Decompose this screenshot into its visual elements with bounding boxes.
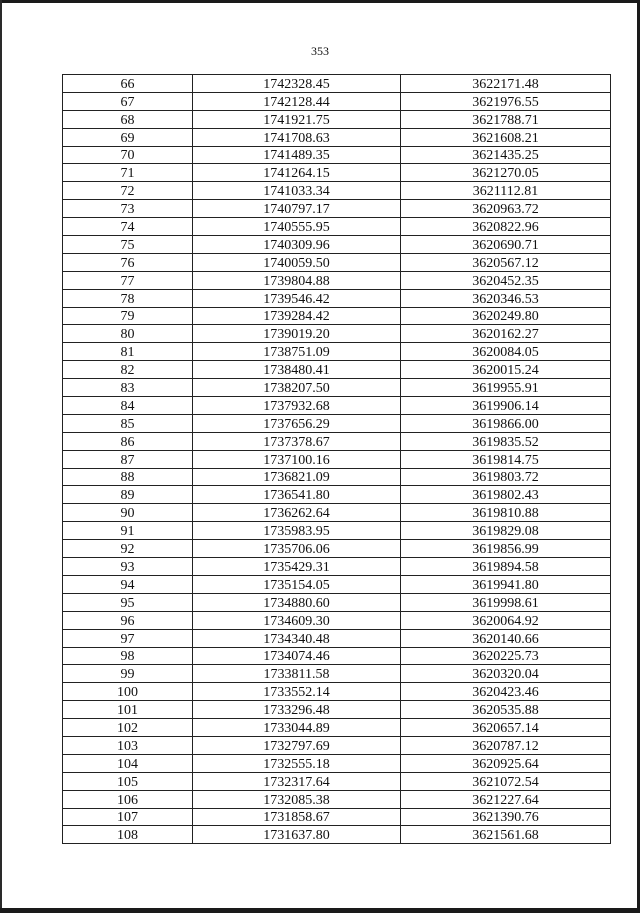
point-number-cell: 92 xyxy=(63,540,193,558)
y-coordinate-cell: 3620162.27 xyxy=(401,325,611,343)
table-row xyxy=(63,629,611,647)
table-row xyxy=(63,146,611,164)
y-coordinate-cell: 3619810.88 xyxy=(401,504,611,522)
y-coordinate-cell: 3621390.76 xyxy=(401,808,611,826)
x-coordinate-cell: 1740309.96 xyxy=(193,236,401,254)
y-coordinate-cell: 3620015.24 xyxy=(401,361,611,379)
point-number-cell: 72 xyxy=(63,182,193,200)
point-number-cell: 67 xyxy=(63,92,193,110)
page-edge-left xyxy=(0,0,2,913)
table-row xyxy=(63,647,611,665)
page-number: 353 xyxy=(311,44,329,58)
point-number-cell: 96 xyxy=(63,611,193,629)
y-coordinate-cell: 3620064.92 xyxy=(401,611,611,629)
y-coordinate-cell: 3619941.80 xyxy=(401,575,611,593)
x-coordinate-cell: 1733811.58 xyxy=(193,665,401,683)
y-coordinate-cell: 3621227.64 xyxy=(401,790,611,808)
y-coordinate-cell: 3620249.80 xyxy=(401,307,611,325)
x-coordinate-cell: 1736262.64 xyxy=(193,504,401,522)
table-row xyxy=(63,414,611,432)
table-row xyxy=(63,665,611,683)
x-coordinate-cell: 1735154.05 xyxy=(193,575,401,593)
table-row xyxy=(63,343,611,361)
y-coordinate-cell: 3621788.71 xyxy=(401,110,611,128)
x-coordinate-cell: 1735983.95 xyxy=(193,522,401,540)
x-coordinate-cell: 1741708.63 xyxy=(193,128,401,146)
y-coordinate-cell: 3619866.00 xyxy=(401,414,611,432)
x-coordinate-cell: 1741921.75 xyxy=(193,110,401,128)
table-row xyxy=(63,575,611,593)
point-number-cell: 90 xyxy=(63,504,193,522)
table-row xyxy=(63,701,611,719)
point-number-cell: 84 xyxy=(63,397,193,415)
table-row xyxy=(63,826,611,844)
point-number-cell: 95 xyxy=(63,593,193,611)
point-number-cell: 108 xyxy=(63,826,193,844)
x-coordinate-cell: 1739804.88 xyxy=(193,271,401,289)
point-number-cell: 85 xyxy=(63,414,193,432)
y-coordinate-cell: 3620452.35 xyxy=(401,271,611,289)
point-number-cell: 100 xyxy=(63,683,193,701)
table-row xyxy=(63,790,611,808)
point-number-cell: 105 xyxy=(63,772,193,790)
y-coordinate-cell: 3622171.48 xyxy=(401,75,611,93)
point-number-cell: 69 xyxy=(63,128,193,146)
y-coordinate-cell: 3619829.08 xyxy=(401,522,611,540)
table-row xyxy=(63,558,611,576)
y-coordinate-cell: 3620963.72 xyxy=(401,200,611,218)
point-number-cell: 87 xyxy=(63,450,193,468)
table-row xyxy=(63,683,611,701)
page-edge-top xyxy=(0,0,640,3)
x-coordinate-cell: 1731637.80 xyxy=(193,826,401,844)
point-number-cell: 76 xyxy=(63,253,193,271)
y-coordinate-cell: 3620225.73 xyxy=(401,647,611,665)
y-coordinate-cell: 3621976.55 xyxy=(401,92,611,110)
point-number-cell: 98 xyxy=(63,647,193,665)
table-row xyxy=(63,218,611,236)
x-coordinate-cell: 1734609.30 xyxy=(193,611,401,629)
x-coordinate-cell: 1738480.41 xyxy=(193,361,401,379)
table-row xyxy=(63,361,611,379)
x-coordinate-cell: 1740059.50 xyxy=(193,253,401,271)
table-row xyxy=(63,772,611,790)
x-coordinate-cell: 1732797.69 xyxy=(193,736,401,754)
table-row xyxy=(63,325,611,343)
y-coordinate-cell: 3619814.75 xyxy=(401,450,611,468)
y-coordinate-cell: 3619955.91 xyxy=(401,379,611,397)
point-number-cell: 88 xyxy=(63,468,193,486)
point-number-cell: 68 xyxy=(63,110,193,128)
point-number-cell: 79 xyxy=(63,307,193,325)
point-number-cell: 99 xyxy=(63,665,193,683)
table-row xyxy=(63,522,611,540)
point-number-cell: 107 xyxy=(63,808,193,826)
point-number-cell: 102 xyxy=(63,719,193,737)
table-row xyxy=(63,379,611,397)
y-coordinate-cell: 3619894.58 xyxy=(401,558,611,576)
point-number-cell: 81 xyxy=(63,343,193,361)
table-row xyxy=(63,754,611,772)
table-row xyxy=(63,468,611,486)
point-number-cell: 106 xyxy=(63,790,193,808)
x-coordinate-cell: 1739019.20 xyxy=(193,325,401,343)
y-coordinate-cell: 3620567.12 xyxy=(401,253,611,271)
point-number-cell: 94 xyxy=(63,575,193,593)
y-coordinate-cell: 3619998.61 xyxy=(401,593,611,611)
x-coordinate-cell: 1732085.38 xyxy=(193,790,401,808)
table-row xyxy=(63,253,611,271)
x-coordinate-cell: 1740555.95 xyxy=(193,218,401,236)
y-coordinate-cell: 3621112.81 xyxy=(401,182,611,200)
y-coordinate-cell: 3620346.53 xyxy=(401,289,611,307)
y-coordinate-cell: 3619906.14 xyxy=(401,397,611,415)
table-row xyxy=(63,504,611,522)
table-row xyxy=(63,110,611,128)
table-row xyxy=(63,611,611,629)
table-row xyxy=(63,307,611,325)
x-coordinate-cell: 1738751.09 xyxy=(193,343,401,361)
y-coordinate-cell: 3620925.64 xyxy=(401,754,611,772)
table-row xyxy=(63,593,611,611)
y-coordinate-cell: 3621072.54 xyxy=(401,772,611,790)
x-coordinate-cell: 1736821.09 xyxy=(193,468,401,486)
point-number-cell: 78 xyxy=(63,289,193,307)
x-coordinate-cell: 1737932.68 xyxy=(193,397,401,415)
y-coordinate-cell: 3620657.14 xyxy=(401,719,611,737)
y-coordinate-cell: 3619856.99 xyxy=(401,540,611,558)
x-coordinate-cell: 1732555.18 xyxy=(193,754,401,772)
x-coordinate-cell: 1731858.67 xyxy=(193,808,401,826)
point-number-cell: 70 xyxy=(63,146,193,164)
point-number-cell: 71 xyxy=(63,164,193,182)
point-number-cell: 75 xyxy=(63,236,193,254)
x-coordinate-cell: 1739284.42 xyxy=(193,307,401,325)
y-coordinate-cell: 3620140.66 xyxy=(401,629,611,647)
x-coordinate-cell: 1737656.29 xyxy=(193,414,401,432)
x-coordinate-cell: 1733552.14 xyxy=(193,683,401,701)
coordinates-table xyxy=(62,74,611,844)
y-coordinate-cell: 3620535.88 xyxy=(401,701,611,719)
table-row xyxy=(63,736,611,754)
coordinates-table-body xyxy=(63,75,611,844)
x-coordinate-cell: 1737100.16 xyxy=(193,450,401,468)
table-row xyxy=(63,128,611,146)
point-number-cell: 86 xyxy=(63,432,193,450)
table-row xyxy=(63,200,611,218)
y-coordinate-cell: 3620822.96 xyxy=(401,218,611,236)
point-number-cell: 104 xyxy=(63,754,193,772)
x-coordinate-cell: 1741264.15 xyxy=(193,164,401,182)
y-coordinate-cell: 3619803.72 xyxy=(401,468,611,486)
x-coordinate-cell: 1737378.67 xyxy=(193,432,401,450)
point-number-cell: 89 xyxy=(63,486,193,504)
point-number-cell: 103 xyxy=(63,736,193,754)
page-edge-bottom xyxy=(0,908,640,913)
point-number-cell: 66 xyxy=(63,75,193,93)
table-row xyxy=(63,271,611,289)
y-coordinate-cell: 3620690.71 xyxy=(401,236,611,254)
x-coordinate-cell: 1741033.34 xyxy=(193,182,401,200)
x-coordinate-cell: 1734880.60 xyxy=(193,593,401,611)
y-coordinate-cell: 3619802.43 xyxy=(401,486,611,504)
point-number-cell: 101 xyxy=(63,701,193,719)
table-row xyxy=(63,75,611,93)
point-number-cell: 73 xyxy=(63,200,193,218)
point-number-cell: 74 xyxy=(63,218,193,236)
x-coordinate-cell: 1734074.46 xyxy=(193,647,401,665)
point-number-cell: 77 xyxy=(63,271,193,289)
x-coordinate-cell: 1740797.17 xyxy=(193,200,401,218)
table-row xyxy=(63,808,611,826)
table-row xyxy=(63,486,611,504)
x-coordinate-cell: 1733296.48 xyxy=(193,701,401,719)
x-coordinate-cell: 1742328.45 xyxy=(193,75,401,93)
y-coordinate-cell: 3620320.04 xyxy=(401,665,611,683)
y-coordinate-cell: 3619835.52 xyxy=(401,432,611,450)
x-coordinate-cell: 1736541.80 xyxy=(193,486,401,504)
table-row xyxy=(63,182,611,200)
x-coordinate-cell: 1735429.31 xyxy=(193,558,401,576)
y-coordinate-cell: 3621270.05 xyxy=(401,164,611,182)
y-coordinate-cell: 3620787.12 xyxy=(401,736,611,754)
table-row xyxy=(63,164,611,182)
table-row xyxy=(63,432,611,450)
point-number-cell: 93 xyxy=(63,558,193,576)
x-coordinate-cell: 1733044.89 xyxy=(193,719,401,737)
point-number-cell: 91 xyxy=(63,522,193,540)
x-coordinate-cell: 1738207.50 xyxy=(193,379,401,397)
point-number-cell: 82 xyxy=(63,361,193,379)
point-number-cell: 80 xyxy=(63,325,193,343)
point-number-cell: 97 xyxy=(63,629,193,647)
y-coordinate-cell: 3620423.46 xyxy=(401,683,611,701)
x-coordinate-cell: 1734340.48 xyxy=(193,629,401,647)
x-coordinate-cell: 1741489.35 xyxy=(193,146,401,164)
y-coordinate-cell: 3620084.05 xyxy=(401,343,611,361)
x-coordinate-cell: 1732317.64 xyxy=(193,772,401,790)
x-coordinate-cell: 1739546.42 xyxy=(193,289,401,307)
table-row xyxy=(63,92,611,110)
point-number-cell: 83 xyxy=(63,379,193,397)
table-row xyxy=(63,289,611,307)
table-row xyxy=(63,719,611,737)
x-coordinate-cell: 1742128.44 xyxy=(193,92,401,110)
x-coordinate-cell: 1735706.06 xyxy=(193,540,401,558)
table-row xyxy=(63,397,611,415)
table-row xyxy=(63,450,611,468)
y-coordinate-cell: 3621561.68 xyxy=(401,826,611,844)
table-row xyxy=(63,540,611,558)
y-coordinate-cell: 3621608.21 xyxy=(401,128,611,146)
y-coordinate-cell: 3621435.25 xyxy=(401,146,611,164)
table-row xyxy=(63,236,611,254)
